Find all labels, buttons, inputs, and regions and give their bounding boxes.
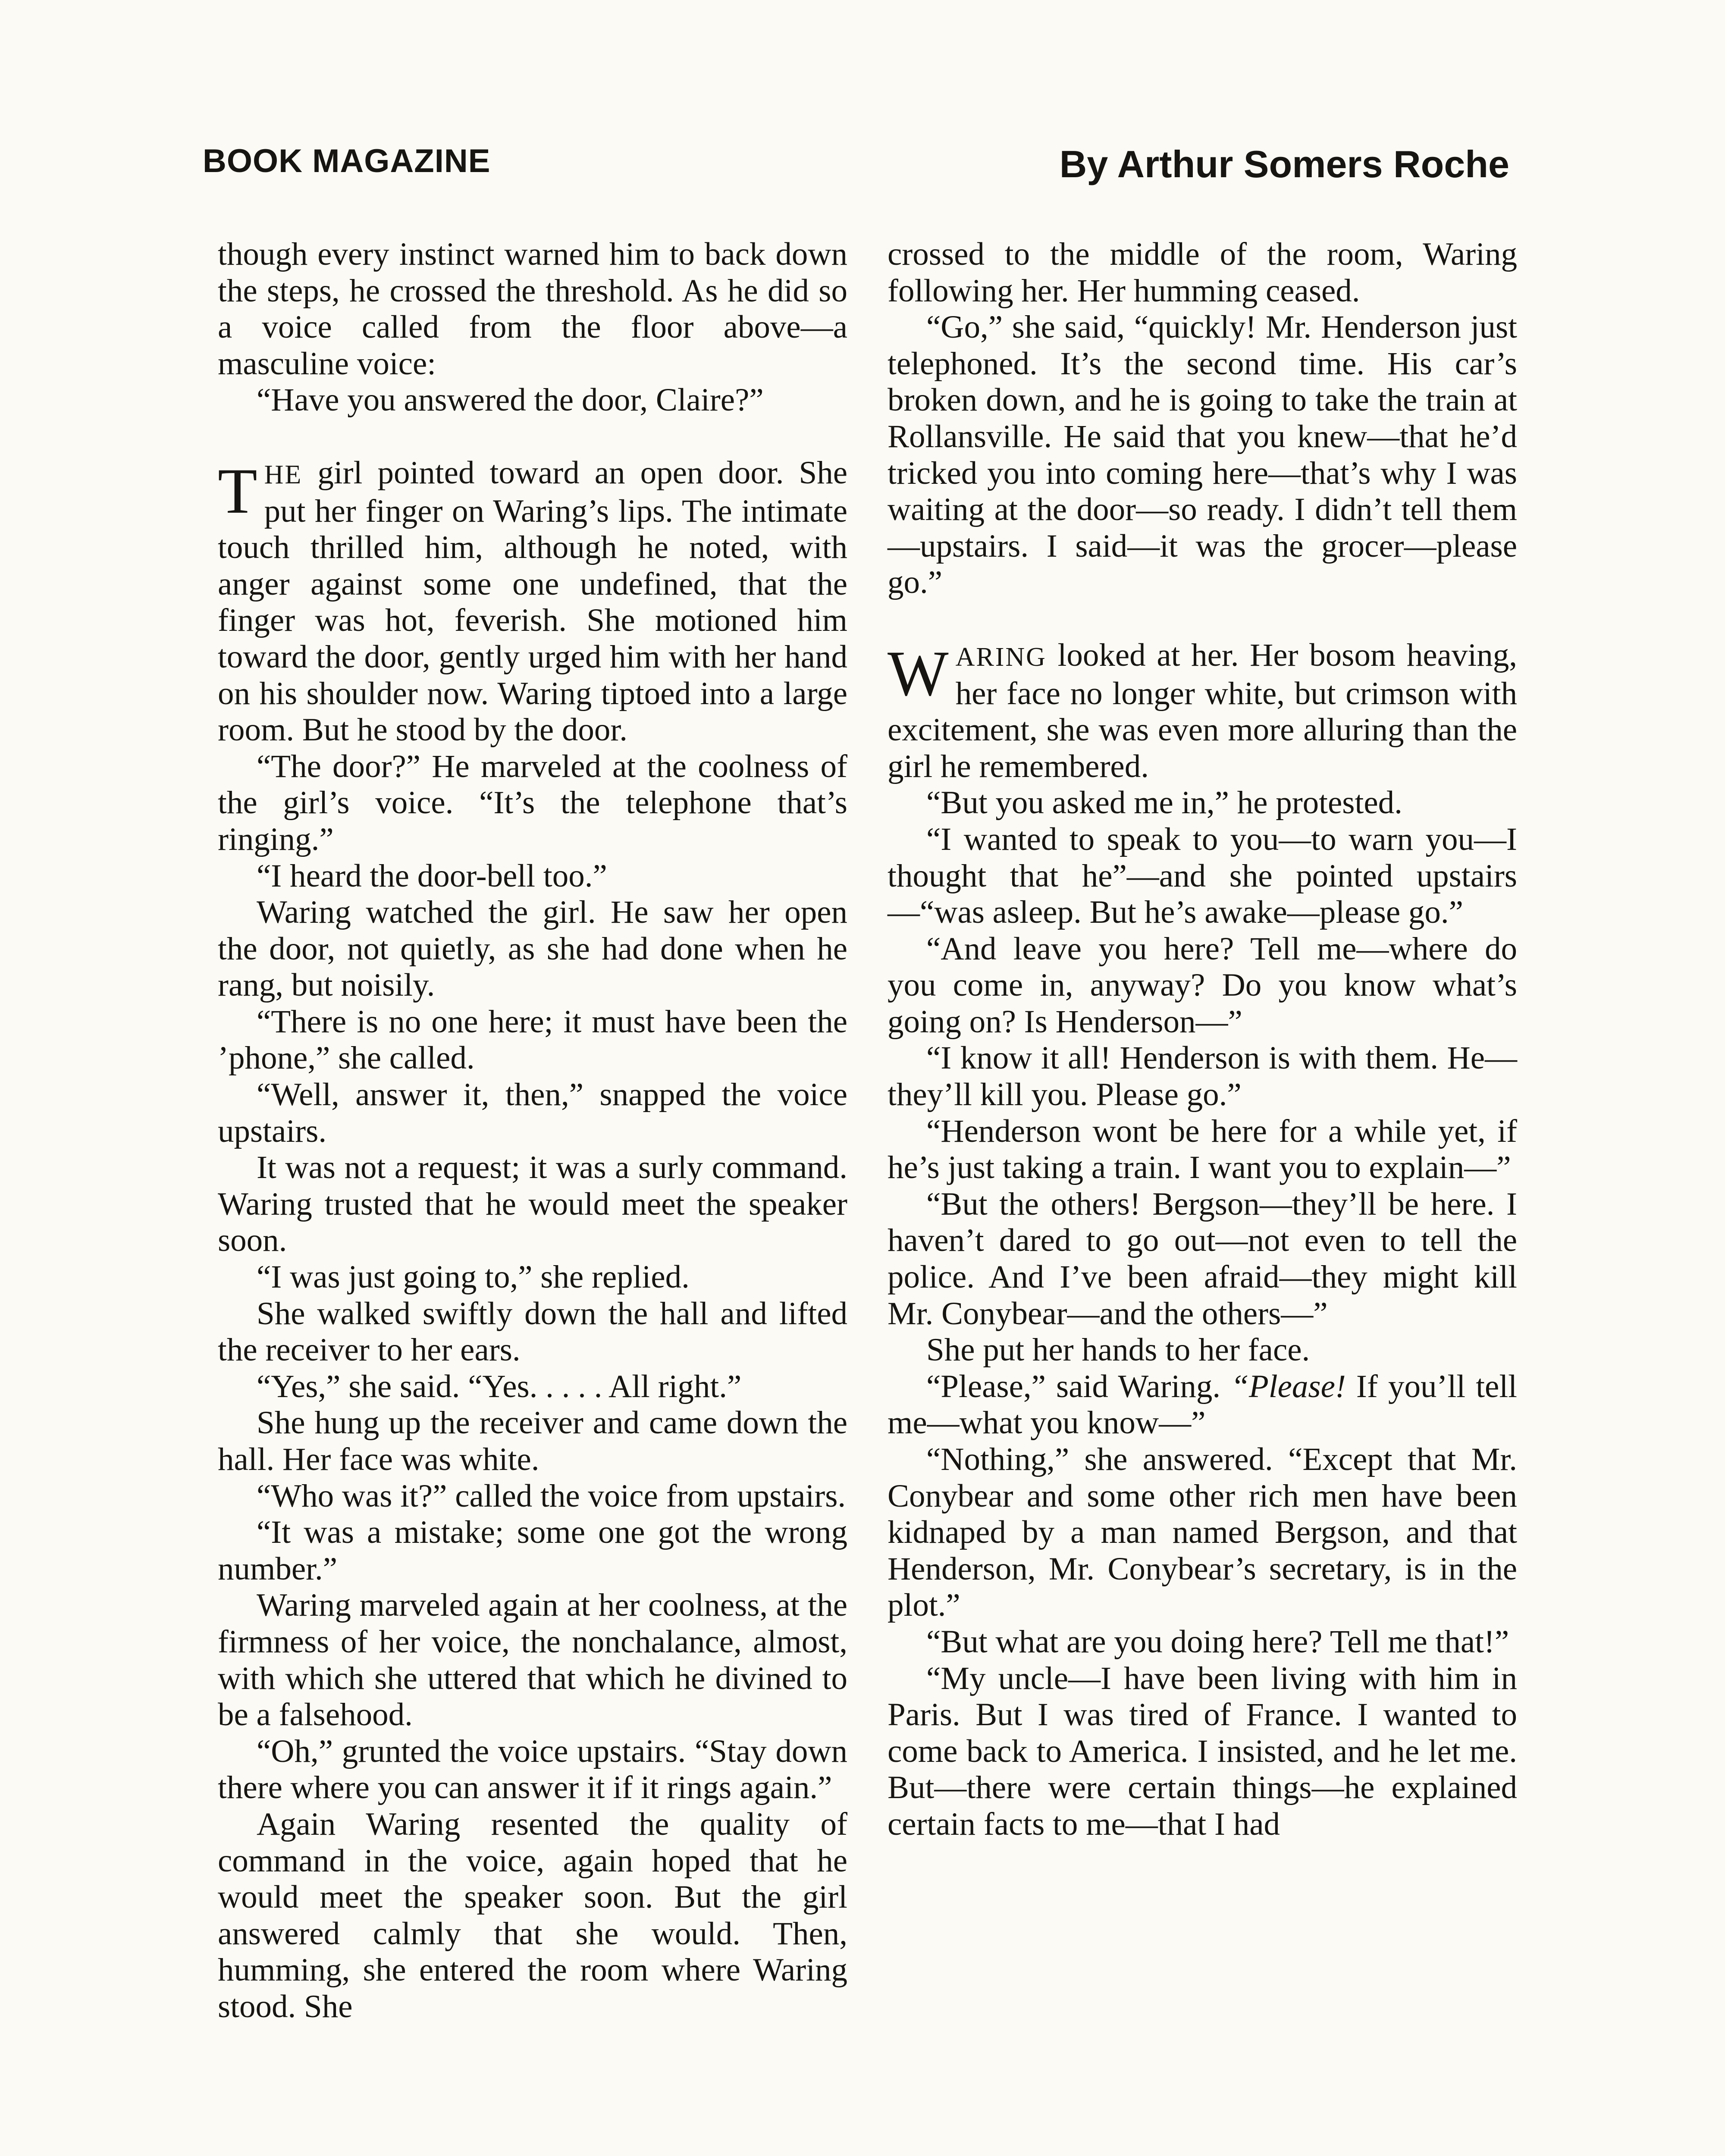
paragraph: Waring watched the girl. He saw her open the door, not quietly, as she had done when he rang, but noisily. (218, 894, 847, 1003)
small-caps-lead: ARING (955, 642, 1047, 672)
paragraph: “Henderson wont be here for a while yet, if he’s just taking a train. I want you to explain—” (888, 1113, 1517, 1186)
paragraph: “Nothing,” she answered. “Except that Mr. Conybear and some other rich men have been kidnaped by a man named Bergson, and that Henderson, Mr. Conybear’s secretary, is in the plot.” (888, 1442, 1517, 1623)
italic-emphasis: “Please! (1231, 1368, 1346, 1404)
small-caps-lead: HE (264, 460, 303, 489)
paragraph-text: girl pointed toward an open door. She put her finger on Waring’s lips. The intimate touch thrilled him, although he noted, with anger against some one undefined, that the finger was hot, feverish. She motioned him toward the door, gently urged him with her hand on his shoulder now. Waring tiptoed into a large room. But he stood by the door. (218, 454, 847, 748)
drop-cap: W (888, 637, 949, 709)
paragraph: She walked swiftly down the hall and lifted the receiver to her ears. (218, 1295, 847, 1368)
paragraph: “I was just going to,” she replied. (257, 1259, 690, 1295)
paragraph: “Oh,” grunted the voice upstairs. “Stay down there where you can answer it if it rings again.” (218, 1733, 847, 1806)
author-byline: By Arthur Somers Roche (1059, 143, 1509, 185)
paragraph: “Have you answered the door, Claire?” (257, 382, 764, 418)
left-column (218, 236, 847, 2025)
drop-cap: T (218, 455, 257, 527)
paragraph-text: If you’ll tell me—what you know—” (888, 1368, 1517, 1441)
paragraph: “I heard the door-bell too.” (257, 858, 607, 894)
paragraph: “And leave you here? Tell me—where do you come in, anyway? Do you know what’s going on? Is Henderson—” (888, 931, 1517, 1040)
running-header (203, 142, 1509, 194)
paragraph: “Who was it?” called the voice from upstairs. (257, 1478, 846, 1514)
paragraph: Waring marveled again at her coolness, at the firmness of her voice, the nonchalance, almost, with which she uttered that which he divined to be a falsehood. (218, 1587, 847, 1733)
paragraph: “The door?” He marveled at the coolness of the girl’s voice. “It’s the telephone that’s ringing.” (218, 748, 847, 857)
paragraph-text: looked at her. Her bosom heaving, her face no longer white, but crimson with excitement, she was even more alluring than the girl he remembered. (888, 637, 1517, 784)
magazine-title: BOOK MAGAZINE (203, 143, 491, 179)
paragraph: “There is no one here; it must have been the ’phone,” she called. (218, 1003, 847, 1076)
right-column (888, 236, 1517, 1843)
paragraph: “Yes,” she said. “Yes. . . . . All right.” (257, 1368, 742, 1404)
paragraph: “Go,” she said, “quickly! Mr. Henderson just telephoned. It’s the second time. His car’s broken down, and he is going to take the train at Rollansville. He said that you knew—that he’d tricked you into coming here—that’s why I was waiting at the door—so ready. I didn’t tell them—upstairs. I said—it was the grocer—please go.” (888, 309, 1517, 601)
paragraph: Again Waring resented the quality of command in the voice, again hoped that he would meet the speaker soon. But the girl answered calmly that she would. Then, humming, she entered the room where Waring stood. She (218, 1806, 847, 2024)
paragraph: “Well, answer it, then,” snapped the voice upstairs. (218, 1077, 847, 1149)
paragraph: “I wanted to speak to you—to warn you—I thought that he”—and she pointed upstairs—“was asleep. But he’s awake—please go.” (888, 821, 1517, 931)
paragraph: “But the others! Bergson—they’ll be here. I haven’t dared to go out—not even to tell the police. And I’ve been afraid—they might kill Mr. Conybear—and the others—” (888, 1186, 1517, 1332)
paragraph: She hung up the receiver and came down the hall. Her face was white. (218, 1405, 847, 1477)
paragraph: She put her hands to her face. (926, 1332, 1310, 1368)
paragraph: “It was a mistake; some one got the wrong number.” (218, 1514, 847, 1587)
paragraph: “I know it all! Henderson is with them. He—they’ll kill you. Please go.” (888, 1040, 1517, 1113)
paragraph-text: “Please,” said Waring. (926, 1368, 1231, 1404)
section-opening-paragraph (218, 455, 847, 749)
paragraph: “But you asked me in,” he protested. (926, 785, 1402, 821)
paragraph: “But what are you doing here? Tell me that!” (926, 1623, 1509, 1660)
paragraph: “My uncle—I have been living with him in Paris. But I was tired of France. I wanted to come back to America. I insisted, and he let me. But—there were certain things—he explained certain facts to me—that I had (888, 1660, 1517, 1842)
paragraph: though every instinct warned him to back down the steps, he crossed the threshold. As he did so a voice called from the floor above—a masculine voice: (218, 236, 847, 382)
paragraph: It was not a request; it was a surly command. Waring trusted that he would meet the speaker soon. (218, 1150, 847, 1259)
paragraph: crossed to the middle of the room, Waring following her. Her humming ceased. (888, 236, 1517, 309)
paragraph (888, 1369, 1517, 1442)
section-opening-paragraph (888, 637, 1517, 785)
